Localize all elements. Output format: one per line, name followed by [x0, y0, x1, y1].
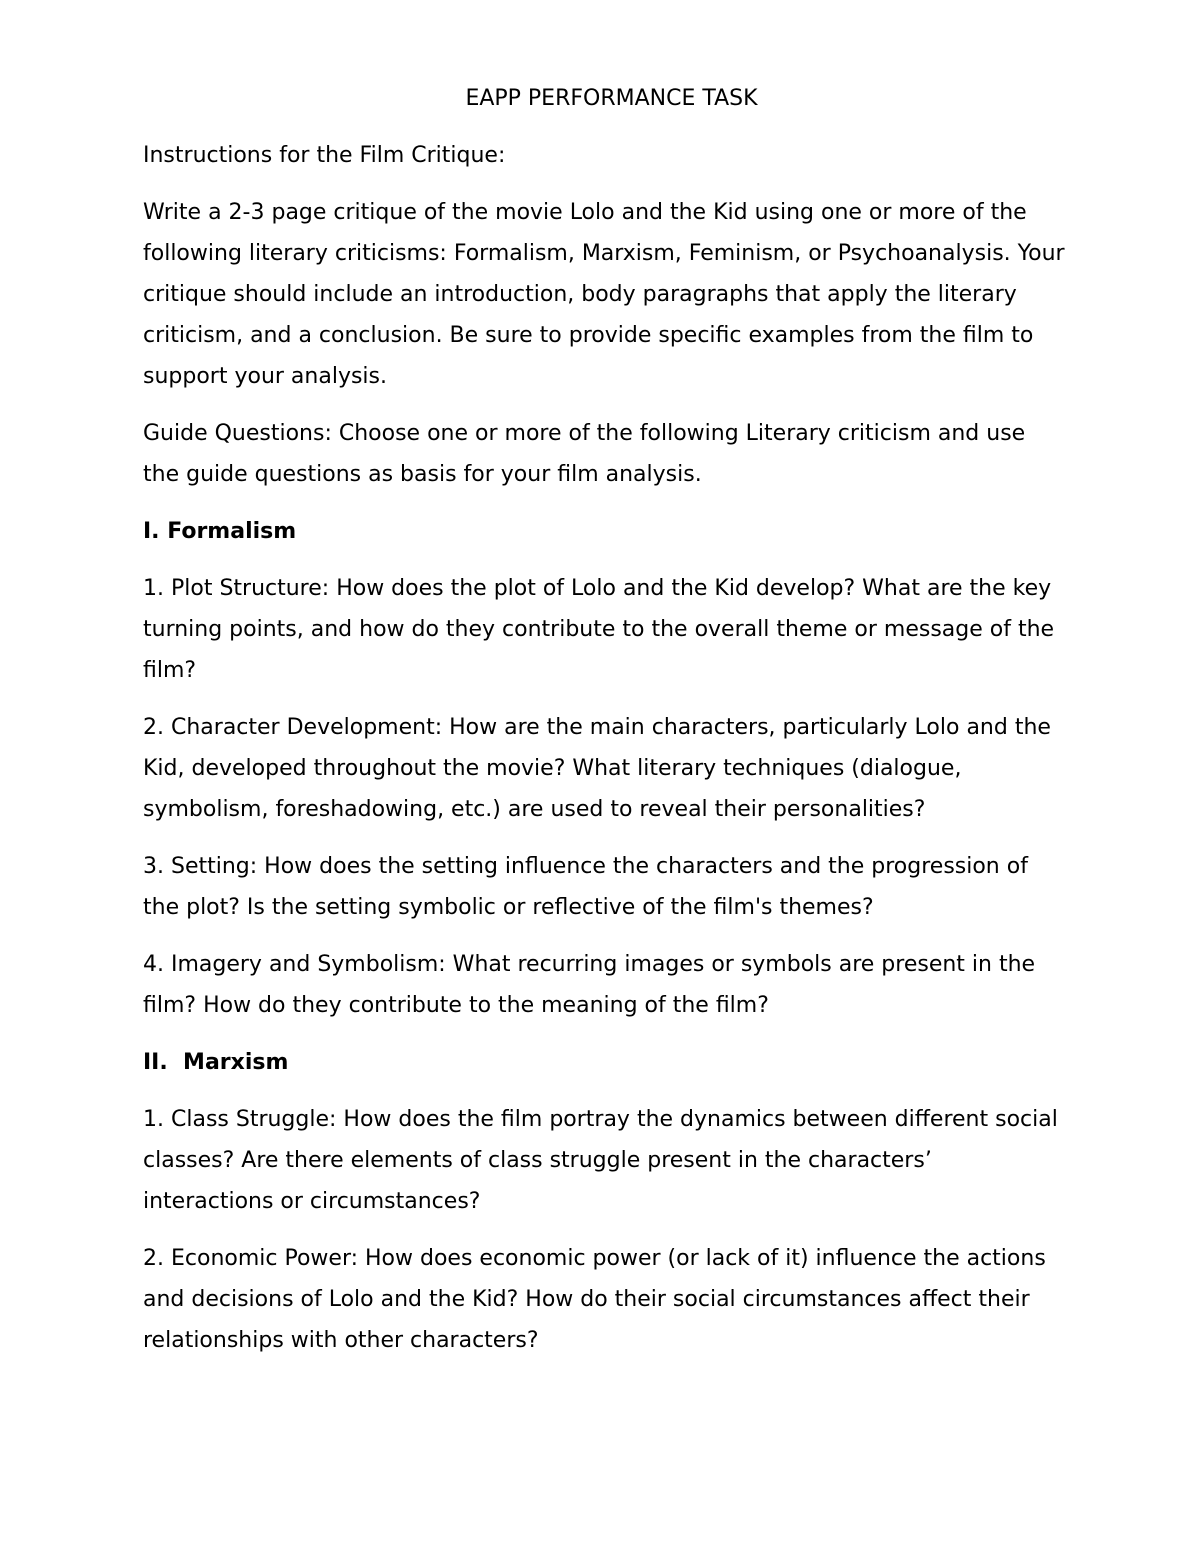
question-item: 2. Economic Power: How does economic power (or lack of it) influence the actions and decisions of Lolo and the Kid? How do their social circumstances affect their relationships with other characters?: [143, 1246, 1046, 1353]
instructions-body: Write a 2-3 page critique of the movie Lolo and the Kid using one or more of the following literary criticisms: Formalism, Marxism, Feminism, or Psychoanalysis. Your critique should include an introduction, body paragraphs that apply the literary criticism, and a conclusion. Be sure to provide specific examples from the film to support your analysis.: [143, 200, 1065, 389]
instructions-label: Instructions for the Film Critique:: [143, 143, 506, 168]
question-item: 1. Plot Structure: How does the plot of Lolo and the Kid develop? What are the key turning points, and how do they contribute to the overall theme or message of the film?: [143, 576, 1055, 683]
question-item: 4. Imagery and Symbolism: What recurring images or symbols are present in the film? How do they contribute to the meaning of the film?: [143, 952, 1036, 1018]
question-item: 2. Character Development: How are the main characters, particularly Lolo and the Kid, developed throughout the movie? What literary techniques (dialogue, symbolism, foreshadowing, etc.) are used to reveal their personalities?: [143, 715, 1051, 822]
document-page: [143, 78, 1068, 1377]
guide-questions: Guide Questions: Choose one or more of the following Literary criticism and use the guide questions as basis for your film analysis.: [143, 421, 1026, 487]
document-title: EAPP PERFORMANCE TASK: [465, 86, 758, 111]
section-heading-marxism: II. Marxism: [143, 1050, 289, 1075]
section-heading-formalism: I. Formalism: [143, 519, 297, 544]
question-item: 3. Setting: How does the setting influence the characters and the progression of the plot? Is the setting symbolic or reflective of the film's themes?: [143, 854, 1028, 920]
question-item: 1. Class Struggle: How does the film portray the dynamics between different social classes? Are there elements of class struggle present in the characters’ interactions or circumstances?: [143, 1107, 1058, 1214]
